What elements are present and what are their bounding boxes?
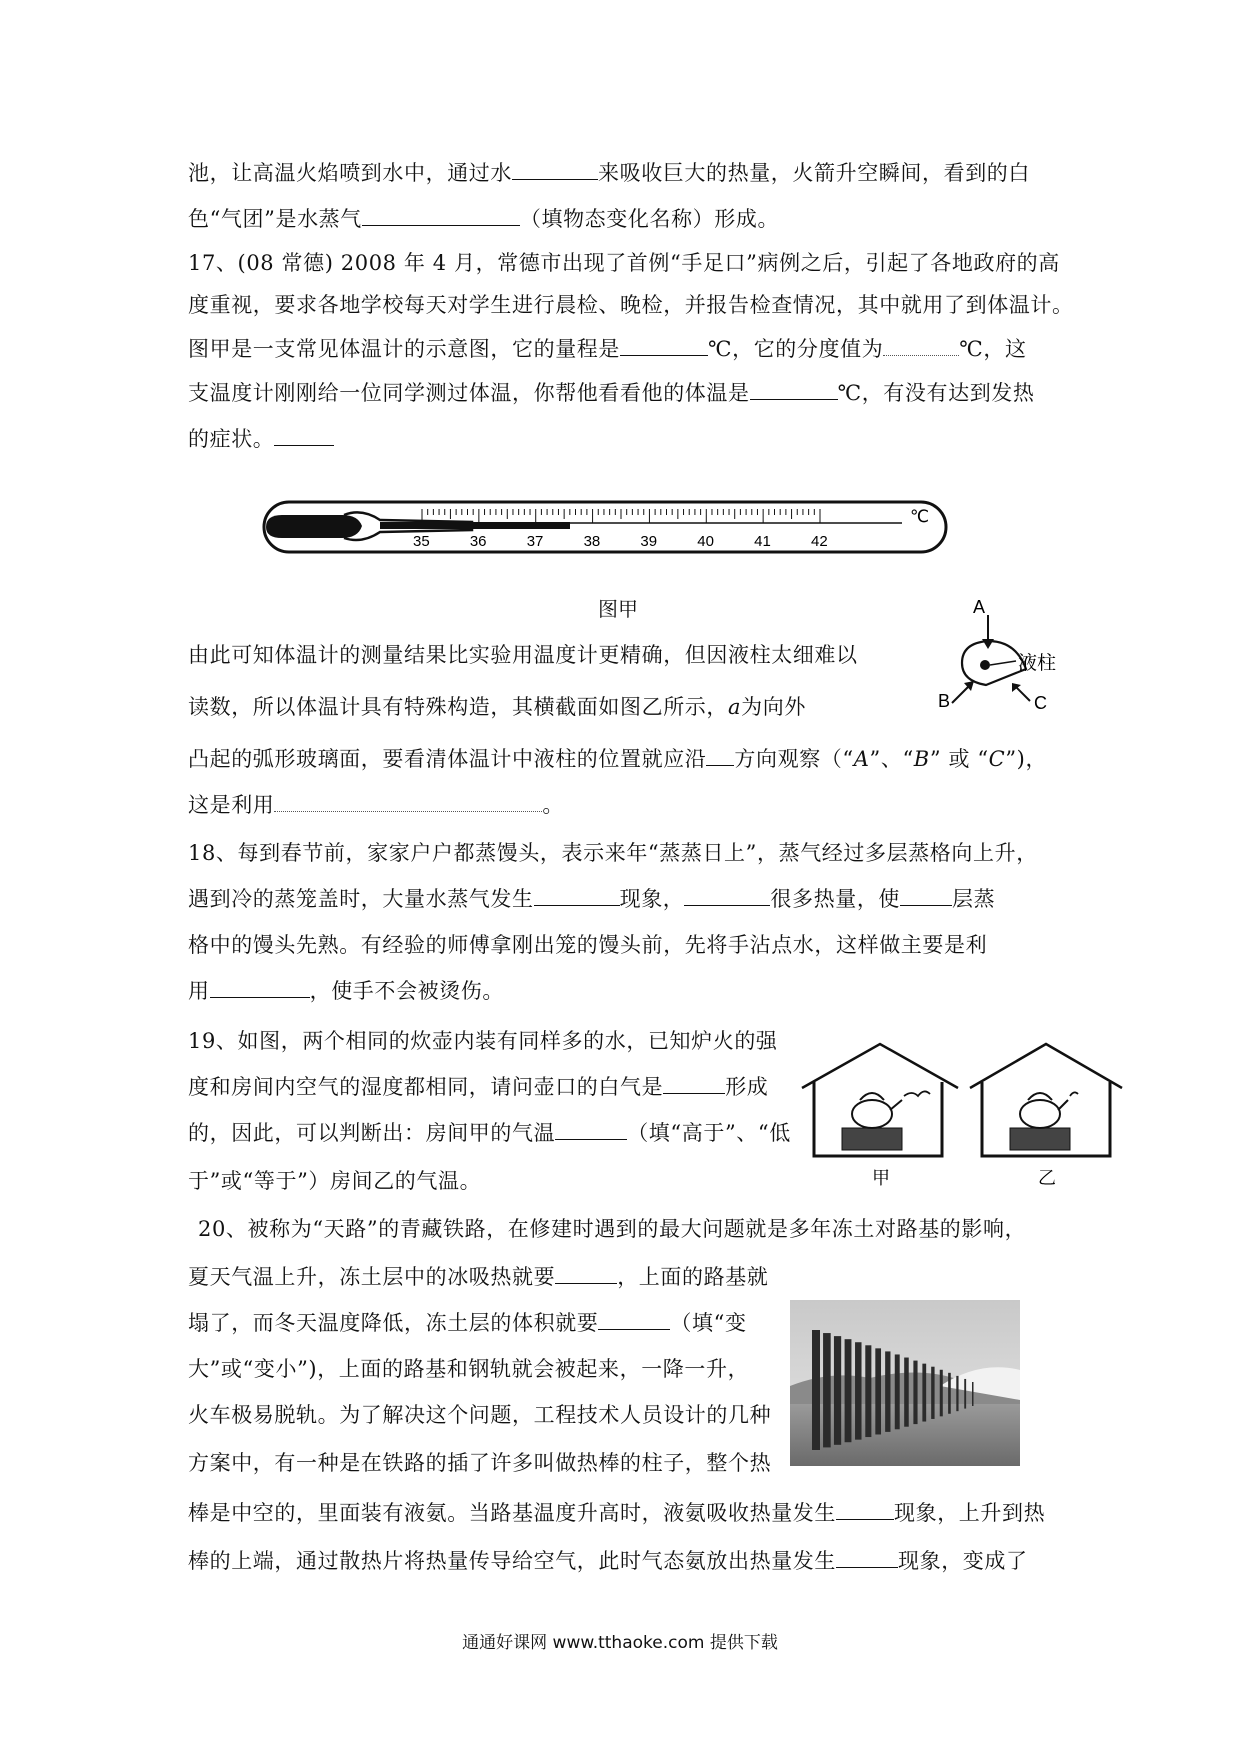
q17-line-1: 17、(08 常德) 2008 年 4 月，常德市出现了首例“手足口”病例之后，引起了各地政府的高 (188, 251, 1060, 275)
house-yi (970, 1044, 1122, 1156)
q19-line-3: 的，因此，可以判断出：房间甲的气温 （填“高于”、“低 (188, 1121, 791, 1145)
liquid-label: 液柱 (1018, 653, 1057, 674)
scale-labels (413, 533, 828, 550)
kettle-icon (1020, 1100, 1060, 1128)
thermometer-unit: ℃ (910, 507, 930, 526)
kettle-handle (860, 1093, 884, 1100)
q17-line-7: 读数，所以体温计具有特殊构造，其横截面如图乙所示，a为向外 (188, 695, 806, 719)
liquid-leader-line (990, 661, 1016, 665)
heat-rod (913, 1361, 917, 1425)
q20-line-1: 20、被称为“天路”的青藏铁路，在修建时遇到的最大问题就是多年冻土对路基的影响， (198, 1217, 1027, 1241)
answer-blank (274, 425, 334, 446)
scale-label: 41 (754, 533, 771, 550)
answer-blank (534, 885, 620, 906)
figure-caption-jia: 图甲 (598, 597, 638, 621)
heat-rods-photo (790, 1300, 1020, 1466)
scale-label: 39 (640, 533, 658, 550)
thermometer-tube (264, 502, 946, 552)
q19-line-2: 度和房间内空气的湿度都相同，请问壶口的白气是 形成 (188, 1075, 769, 1099)
q17-line-2: 度重视，要求各地学校每天对学生进行晨检、晚检，并报告检查情况，其中就用了到体温计。 (188, 293, 1074, 317)
scale-label: 38 (583, 533, 601, 550)
q18-line-1: 18、每到春节前，家家户户都蒸馒头，表示来年“蒸蒸日上”，蒸气经过多层蒸格向上升， (188, 841, 1038, 865)
liquid-column (380, 522, 570, 529)
scale-ticks (422, 509, 820, 523)
q17-line-8: 凸起的弧形玻璃面，要看清体温计中液柱的位置就应沿 方向观察（“A”、“B” 或 “C”)， (188, 747, 1048, 771)
heat-rod (885, 1351, 890, 1431)
scale-label: 40 (697, 533, 714, 550)
label-yi: 乙 (1038, 1168, 1056, 1188)
q20-line-6: 方案中，有一种是在铁路的插了许多叫做热棒的柱子，整个热 (188, 1451, 772, 1475)
q19-line-1: 19、如图，两个相同的炊壶内装有同样多的水，已知炉火的强 (188, 1029, 778, 1053)
steam-icon (1070, 1092, 1078, 1096)
houses-figure (790, 1030, 1130, 1188)
q16-line-2: 色“气团”是水蒸气 （填物态变化名称）形成。 (188, 207, 780, 231)
q20-line-7: 棒是中空的，里面装有液氨。当路基温度升高时，液氨吸收热量发生 现象，上升到热 (188, 1501, 1046, 1525)
heat-rod (931, 1367, 934, 1419)
house-jia (802, 1044, 958, 1156)
q20-line-2: 夏天气温上升，冻土层中的冰吸热就要 ，上面的路基就 (188, 1265, 769, 1289)
q18-line-4: 用 ，使手不会被烫伤。 (188, 979, 505, 1003)
answer-blank (750, 379, 838, 400)
q17-line-9: 这是利用 。 (188, 793, 565, 817)
scale-label: 36 (469, 533, 487, 550)
page-footer: 通通好课网 www.tthaoke.com 提供下载 (462, 1633, 778, 1653)
answer-blank (512, 159, 598, 180)
answer-blank (883, 335, 959, 356)
heat-rod (948, 1373, 951, 1414)
stove-icon (1010, 1128, 1070, 1150)
answer-blank (362, 205, 520, 226)
q17-line-4: 支温度计刚刚给一位同学测过体温，你帮他看看他的体温是 ℃，有没有达到发热 (188, 381, 1035, 405)
heat-rod (845, 1339, 852, 1442)
heat-rod (865, 1345, 871, 1437)
heat-rod (834, 1336, 841, 1445)
heat-rod (940, 1370, 943, 1417)
stove-icon (842, 1128, 902, 1150)
scale-label: 35 (413, 533, 430, 550)
cross-section-outline (962, 641, 1026, 685)
kettle-icon (852, 1100, 892, 1128)
scale-label: 37 (526, 533, 544, 550)
heat-rod (895, 1354, 900, 1429)
kettle-handle (1028, 1093, 1052, 1100)
q17-line-3: 图甲是一支常见体温计的示意图，它的量程是 ℃，它的分度值为 ℃，这 (188, 337, 1027, 361)
answer-blank (555, 1119, 627, 1140)
q17-line-5: 的症状。 (188, 424, 334, 454)
heat-rod (922, 1364, 926, 1422)
answer-blank (706, 745, 734, 766)
heat-rod (904, 1358, 909, 1427)
label-jia: 甲 (872, 1168, 890, 1188)
answer-blank (274, 791, 542, 812)
direction-label-a: A (973, 597, 986, 617)
q16-line-1: 池，让高温火焰喷到水中，通过水 来吸收巨大的热量，火箭升空瞬间，看到的白 (188, 161, 1030, 185)
direction-label-c: C (1034, 693, 1047, 713)
heat-rod (855, 1342, 861, 1439)
answer-blank (663, 1073, 725, 1094)
q20-line-4: 大”或“变小”)，上面的路基和钢轨就会被起来，一降一升， (188, 1357, 750, 1381)
answer-blank (684, 885, 770, 906)
house-roof (970, 1044, 1122, 1088)
q18-line-3: 格中的馒头先熟。有经验的师傅拿刚出笼的馒头前，先将手沾点水，这样做主要是利 (188, 933, 988, 957)
q20-line-8: 棒的上端，通过散热片将热量传导给空气，此时气态氨放出热量发生 现象，变成了 (188, 1549, 1028, 1573)
heat-rod (956, 1376, 958, 1411)
answer-blank (210, 977, 310, 998)
answer-blank (836, 1547, 898, 1568)
thermometer-bulb (266, 515, 362, 538)
house-roof (802, 1044, 958, 1088)
heat-rod (964, 1379, 966, 1409)
steam-icon (904, 1091, 930, 1096)
q17-line-6: 由此可知体温计的测量结果比实验用温度计更精确，但因液柱太细难以 (188, 643, 858, 667)
answer-blank (836, 1499, 894, 1520)
direction-label-b: B (938, 691, 951, 711)
heat-rod (812, 1330, 820, 1450)
scale-label: 42 (811, 533, 828, 550)
liquid-column-dot (980, 660, 990, 670)
q18-line-2: 遇到冷的蒸笼盖时，大量水蒸气发生 现象， 很多热量，使 层蒸 (188, 887, 996, 911)
kettle-spout (890, 1100, 902, 1110)
answer-blank (598, 1309, 670, 1330)
q20-line-5: 火车极易脱轨。为了解决这个问题，工程技术人员设计的几种 (188, 1403, 772, 1427)
heat-rod (823, 1333, 831, 1447)
answer-blank (620, 335, 708, 356)
answer-blank (555, 1263, 617, 1284)
q19-line-4: 于”或“等于”）房间乙的气温。 (188, 1169, 482, 1193)
kettle-spout (1058, 1100, 1068, 1110)
thermometer-figure (262, 500, 950, 560)
heat-rod (972, 1382, 974, 1406)
heat-rod (875, 1348, 881, 1434)
q20-line-3: 塌了，而冬天温度降低，冻土层的体积就要 （填“变 (188, 1311, 747, 1335)
cross-section-figure (930, 595, 1090, 713)
answer-blank (900, 885, 952, 906)
